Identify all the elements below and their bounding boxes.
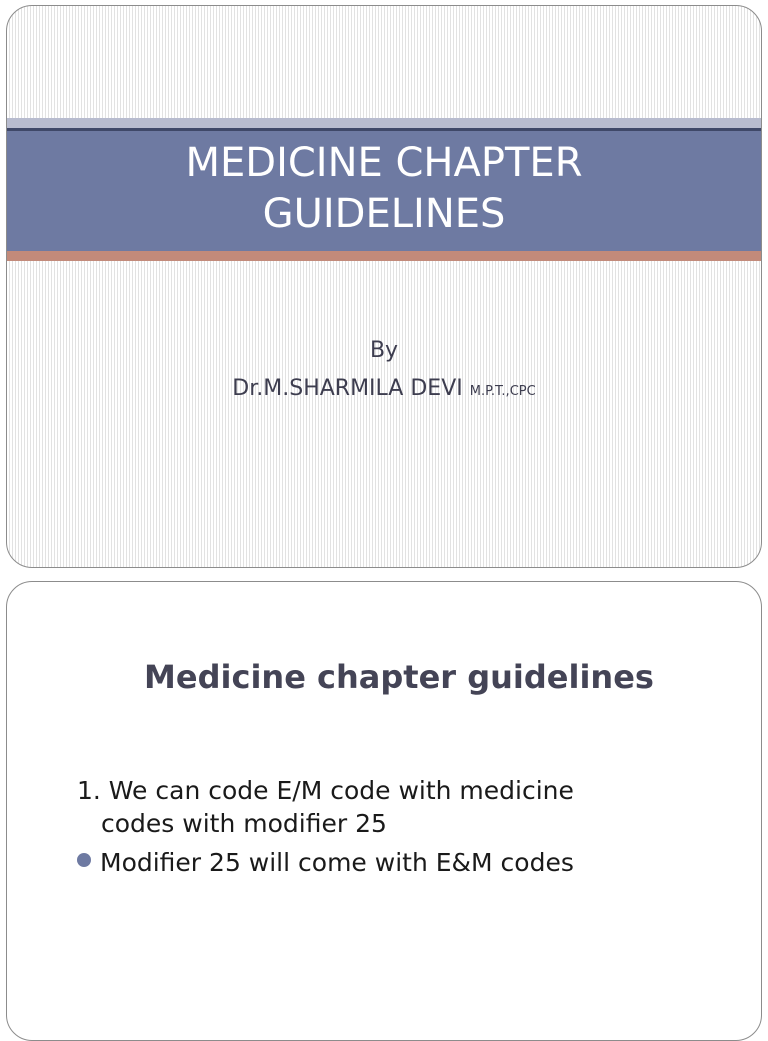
bullet-item-text: Modifier 25 will come with E&M codes bbox=[100, 848, 574, 877]
numbered-item-line-2: codes with modifier 25 bbox=[101, 809, 387, 838]
title-slide bbox=[6, 5, 762, 568]
slide-title-line-1: MEDICINE CHAPTER bbox=[185, 140, 583, 186]
bullet-icon bbox=[77, 853, 91, 867]
title-band-top-stripe bbox=[7, 118, 761, 128]
author-line bbox=[7, 375, 761, 406]
slide-title-line-2: GUIDELINES bbox=[262, 191, 506, 237]
bullet-item bbox=[77, 846, 574, 879]
author-name: Dr.M.SHARMILA DEVI bbox=[232, 376, 463, 401]
content-slide bbox=[6, 581, 762, 1041]
title-band-accent-stripe bbox=[7, 251, 761, 261]
content-slide-title: Medicine chapter guidelines bbox=[144, 658, 654, 696]
numbered-item bbox=[77, 774, 677, 840]
numbered-item-line-1: 1. We can code E/M code with medicine bbox=[77, 776, 574, 805]
by-label: By bbox=[369, 338, 399, 363]
slide-title bbox=[7, 138, 761, 240]
author-credentials: M.P.T.,CPC bbox=[469, 384, 536, 399]
